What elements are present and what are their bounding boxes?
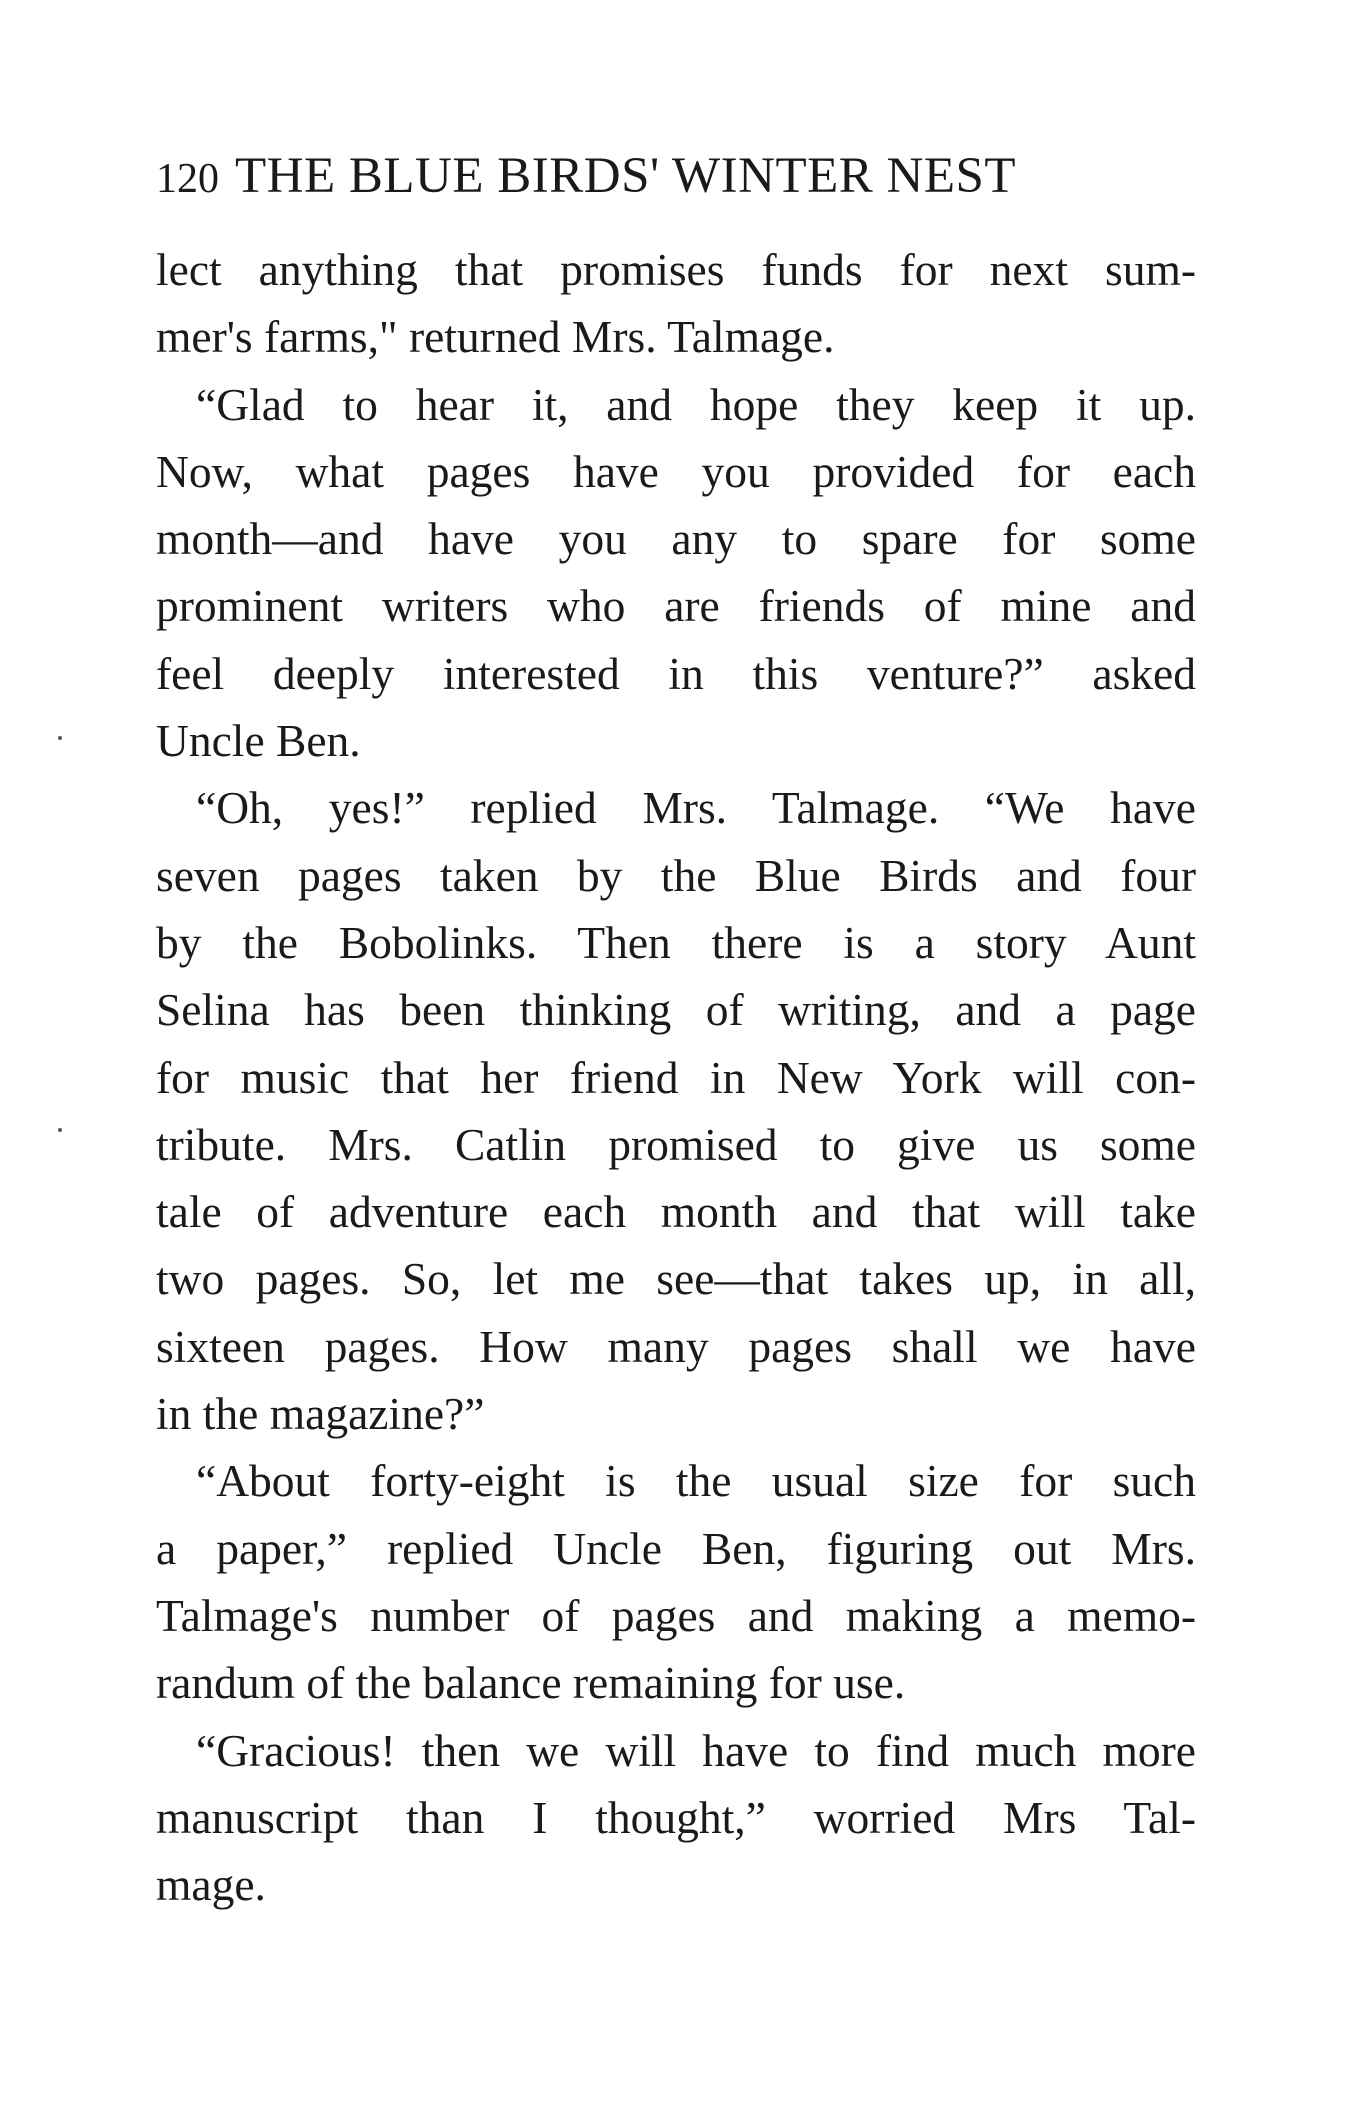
text-line: “Oh, yes!” replied Mrs. Talmage. “We have xyxy=(196,782,1196,834)
text-line: lect anything that promises funds for next sum- xyxy=(156,244,1196,295)
print-speck xyxy=(58,1128,62,1132)
text-line: mer's farms," returned Mrs. Talmage. xyxy=(156,311,835,363)
text-line: Talmage's number of pages and making a memo- xyxy=(156,1589,1196,1641)
text-line: month—and have you any to spare for some xyxy=(156,513,1196,565)
text-line: in the magazine?” xyxy=(156,1388,485,1440)
print-speck xyxy=(58,736,62,740)
text-line: prominent writers who are friends of mine and xyxy=(156,580,1196,632)
running-head xyxy=(156,146,1196,206)
text-line: feel deeply interested in this venture?” asked xyxy=(156,647,1196,699)
text-line: tribute. Mrs. Catlin promised to give us some xyxy=(156,1118,1196,1170)
text-line: randum of the balance remaining for use. xyxy=(156,1657,906,1709)
text-line: “Gracious! then we will have to find much more xyxy=(196,1724,1196,1776)
text-line: tale of adventure each month and that will take xyxy=(156,1186,1196,1238)
text-line: manuscript than I thought,” worried Mrs Tal- xyxy=(156,1791,1196,1843)
text-line: “Glad to hear it, and hope they keep it up. xyxy=(196,378,1196,430)
text-line: “About forty-eight is the usual size for such xyxy=(196,1455,1196,1507)
text-line: sixteen pages. How many pages shall we have xyxy=(156,1320,1196,1372)
text-line: two pages. So, let me see—that takes up, in all, xyxy=(156,1253,1196,1305)
text-line: Uncle Ben. xyxy=(156,715,361,767)
text-line: mage. xyxy=(156,1859,266,1911)
text-line: by the Bobolinks. Then there is a story Aunt xyxy=(156,916,1196,968)
text-line: Selina has been thinking of writing, and a page xyxy=(156,984,1196,1036)
body-text xyxy=(156,236,1196,1918)
text-line: a paper,” replied Uncle Ben, figuring out Mrs. xyxy=(156,1522,1196,1574)
text-line: Now, what pages have you provided for each xyxy=(156,445,1196,497)
running-title: THE BLUE BIRDS' WINTER NEST xyxy=(235,148,1017,204)
text-line: for music that her friend in New York will con- xyxy=(156,1051,1196,1103)
page-number: 120 xyxy=(156,156,219,202)
text-line: seven pages taken by the Blue Birds and four xyxy=(156,849,1196,901)
